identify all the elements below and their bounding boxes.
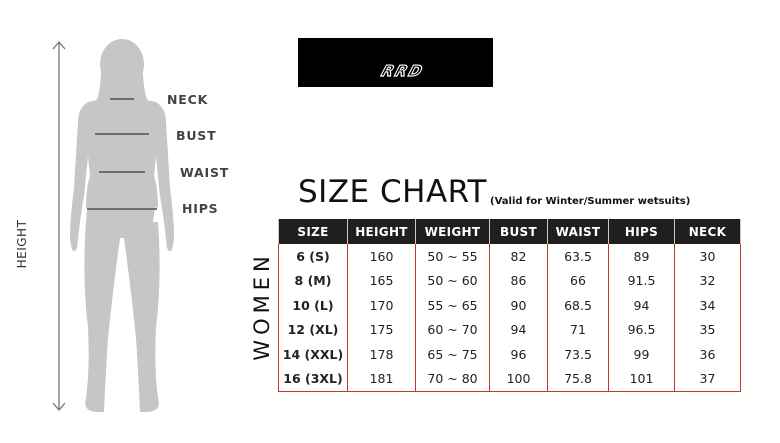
weight-cell: 50 ~ 55 xyxy=(416,244,490,269)
bust-label: BUST xyxy=(176,128,217,143)
waist-cell: 63.5 xyxy=(548,244,609,269)
column-header: NECK xyxy=(675,219,741,244)
table-row xyxy=(279,293,741,318)
height-cell: 178 xyxy=(348,342,416,367)
hips-cell: 89 xyxy=(609,244,675,269)
size-cell: 14 (XXL) xyxy=(279,342,348,367)
table-row xyxy=(279,244,741,269)
table-row xyxy=(279,367,741,392)
size-cell: 8 (M) xyxy=(279,269,348,294)
neck-cell: 35 xyxy=(675,318,741,343)
table-header-row xyxy=(279,219,741,244)
column-header: HIPS xyxy=(609,219,675,244)
height-cell: 181 xyxy=(348,367,416,392)
waist-cell: 73.5 xyxy=(548,342,609,367)
waist-cell: 66 xyxy=(548,269,609,294)
hips-cell: 96.5 xyxy=(609,318,675,343)
hips-cell: 91.5 xyxy=(609,269,675,294)
female-silhouette xyxy=(62,38,182,416)
waist-label: WAIST xyxy=(180,165,230,180)
height-cell: 170 xyxy=(348,293,416,318)
hips-cell: 101 xyxy=(609,367,675,392)
column-header: HEIGHT xyxy=(348,219,416,244)
table-row xyxy=(279,269,741,294)
column-header: WAIST xyxy=(548,219,609,244)
neck-label: NECK xyxy=(167,92,209,107)
women-label: WOMEN xyxy=(250,251,274,361)
waist-cell: 75.8 xyxy=(548,367,609,392)
column-header: WEIGHT xyxy=(416,219,490,244)
bust-cell: 96 xyxy=(490,342,548,367)
height-cell: 165 xyxy=(348,269,416,294)
neck-cell: 30 xyxy=(675,244,741,269)
hips-label: HIPS xyxy=(182,201,219,216)
bust-cell: 86 xyxy=(490,269,548,294)
hips-cell: 99 xyxy=(609,342,675,367)
neck-cell: 32 xyxy=(675,269,741,294)
weight-cell: 60 ~ 70 xyxy=(416,318,490,343)
waist-cell: 71 xyxy=(548,318,609,343)
neck-cell: 36 xyxy=(675,342,741,367)
weight-cell: 70 ~ 80 xyxy=(416,367,490,392)
weight-cell: 65 ~ 75 xyxy=(416,342,490,367)
height-cell: 160 xyxy=(348,244,416,269)
table-row xyxy=(279,342,741,367)
bust-cell: 82 xyxy=(490,244,548,269)
brand-logo-text: RRD xyxy=(378,61,427,80)
height-label: HEIGHT xyxy=(15,219,29,269)
waist-cell: 68.5 xyxy=(548,293,609,318)
size-cell: 10 (L) xyxy=(279,293,348,318)
chart-subtitle: (Valid for Winter/Summer wetsuits) xyxy=(490,196,691,207)
hips-cell: 94 xyxy=(609,293,675,318)
bust-cell: 94 xyxy=(490,318,548,343)
chart-title: SIZE CHART xyxy=(298,174,487,210)
neck-cell: 34 xyxy=(675,293,741,318)
bust-cell: 100 xyxy=(490,367,548,392)
height-cell: 175 xyxy=(348,318,416,343)
size-cell: 16 (3XL) xyxy=(279,367,348,392)
size-table xyxy=(278,219,741,392)
size-cell: 12 (XL) xyxy=(279,318,348,343)
bust-cell: 90 xyxy=(490,293,548,318)
size-cell: 6 (S) xyxy=(279,244,348,269)
column-header: BUST xyxy=(490,219,548,244)
column-header: SIZE xyxy=(279,219,348,244)
weight-cell: 50 ~ 60 xyxy=(416,269,490,294)
table-row xyxy=(279,318,741,343)
brand-logo xyxy=(298,38,493,87)
neck-cell: 37 xyxy=(675,367,741,392)
weight-cell: 55 ~ 65 xyxy=(416,293,490,318)
